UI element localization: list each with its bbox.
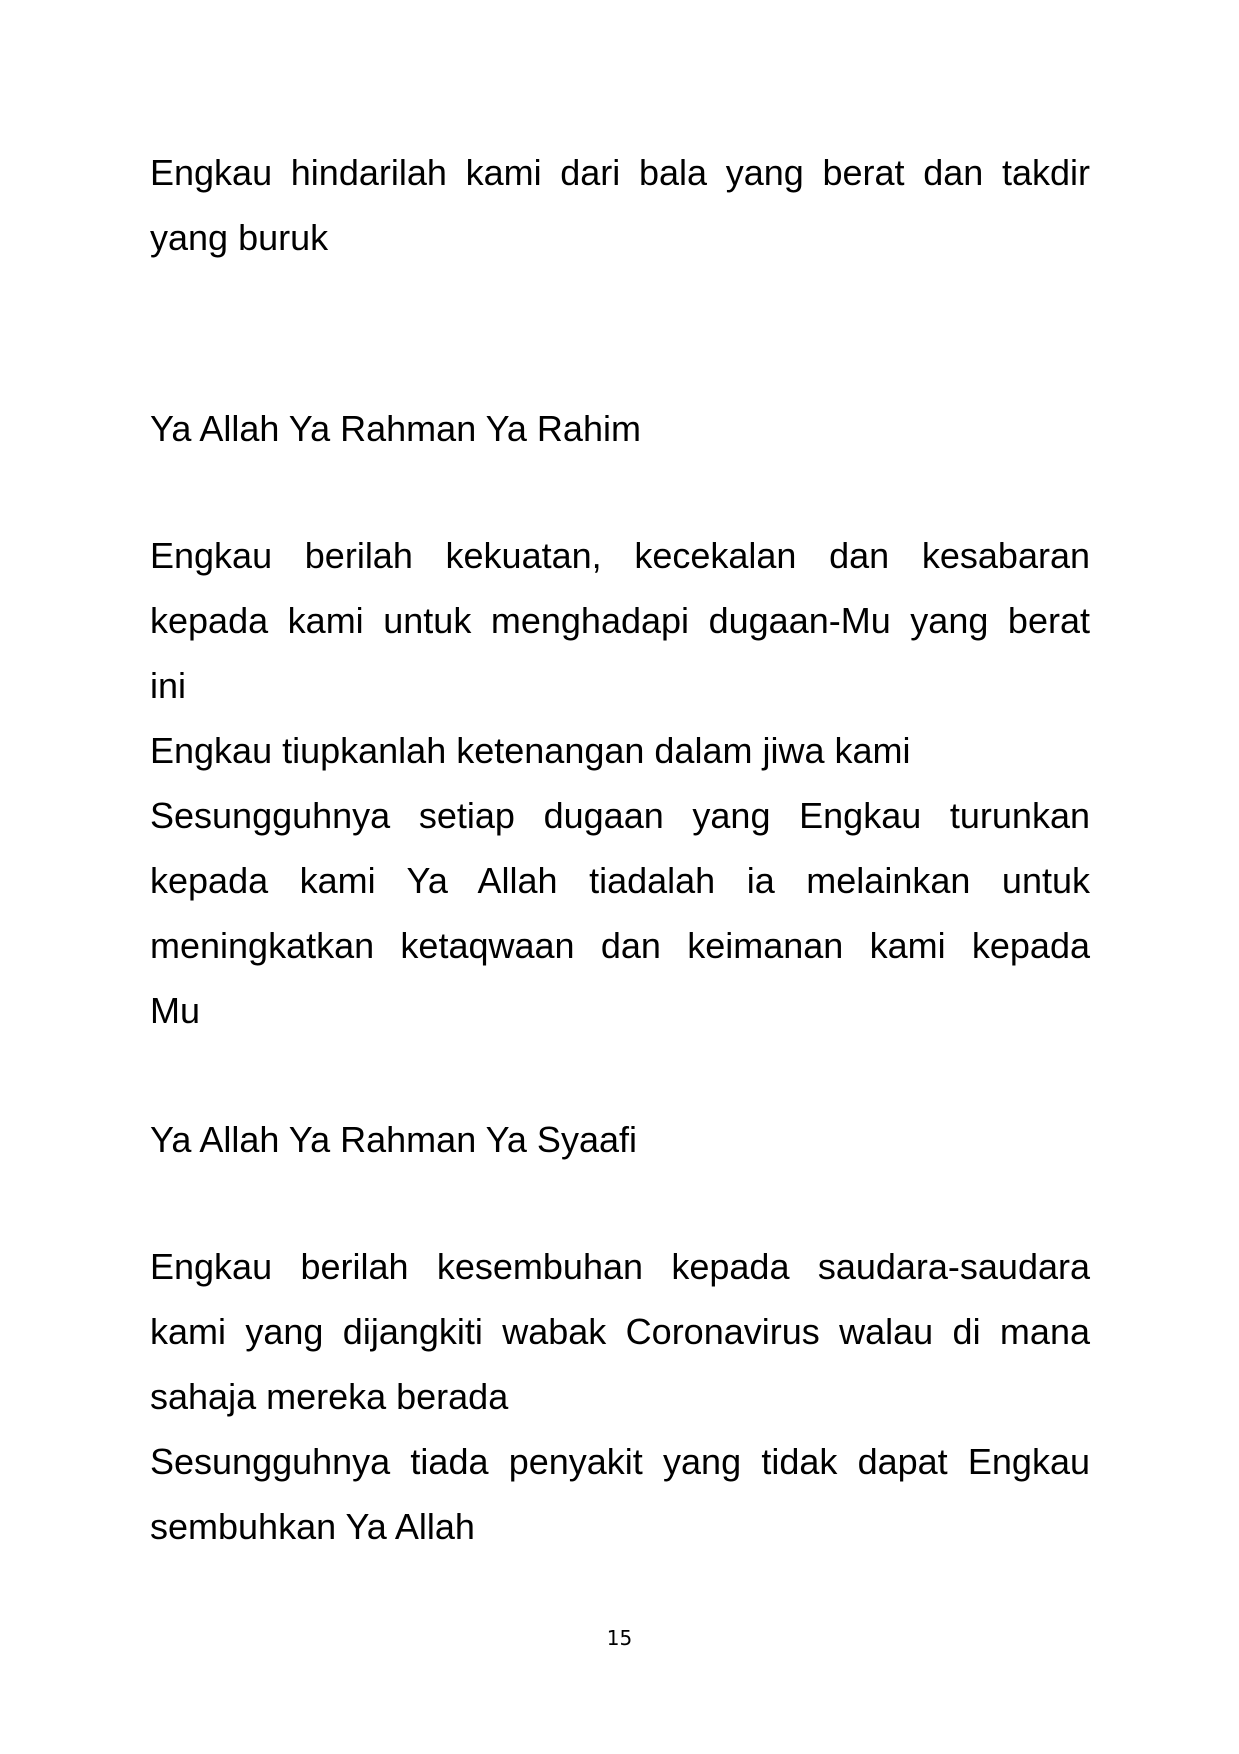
paragraph-line: yang buruk bbox=[150, 217, 329, 258]
paragraph-line: kepada kami Ya Allah tiadalah ia melainkan untuk bbox=[150, 860, 1090, 901]
paragraph-line: sahaja mereka berada bbox=[150, 1376, 509, 1417]
paragraph-line: kami yang dijangkiti wabak Coronavirus walau di mana bbox=[150, 1311, 1090, 1352]
page-number: 15 bbox=[606, 1626, 633, 1650]
paragraph-line: Sesungguhnya tiada penyakit yang tidak dapat Engkau bbox=[150, 1441, 1090, 1482]
paragraph-hindarilah bbox=[150, 140, 1090, 270]
heading-ya-rahim: Ya Allah Ya Rahman Ya Rahim bbox=[150, 408, 641, 449]
paragraph-line: kepada kami untuk menghadapi dugaan-Mu yang berat bbox=[150, 600, 1090, 641]
paragraph-line: Engkau berilah kekuatan, kecekalan dan kesabaran bbox=[150, 535, 1090, 576]
paragraph-line: Engkau tiupkanlah ketenangan dalam jiwa kami bbox=[150, 730, 911, 771]
paragraph-kesembuhan bbox=[150, 1234, 1090, 1559]
paragraph-line: sembuhkan Ya Allah bbox=[150, 1506, 475, 1547]
paragraph-line: ini bbox=[150, 665, 187, 706]
paragraph-line: meningkatkan ketaqwaan dan keimanan kami kepada bbox=[150, 925, 1090, 966]
paragraph-line: Sesungguhnya setiap dugaan yang Engkau turunkan bbox=[150, 795, 1090, 836]
paragraph-line: Mu bbox=[150, 990, 201, 1031]
paragraph-kekuatan bbox=[150, 523, 1090, 1043]
paragraph-line: Engkau hindarilah kami dari bala yang berat dan takdir bbox=[150, 152, 1090, 193]
heading-ya-syaafi: Ya Allah Ya Rahman Ya Syaafi bbox=[150, 1119, 637, 1160]
paragraph-line: Engkau berilah kesembuhan kepada saudara-saudara bbox=[150, 1246, 1090, 1287]
